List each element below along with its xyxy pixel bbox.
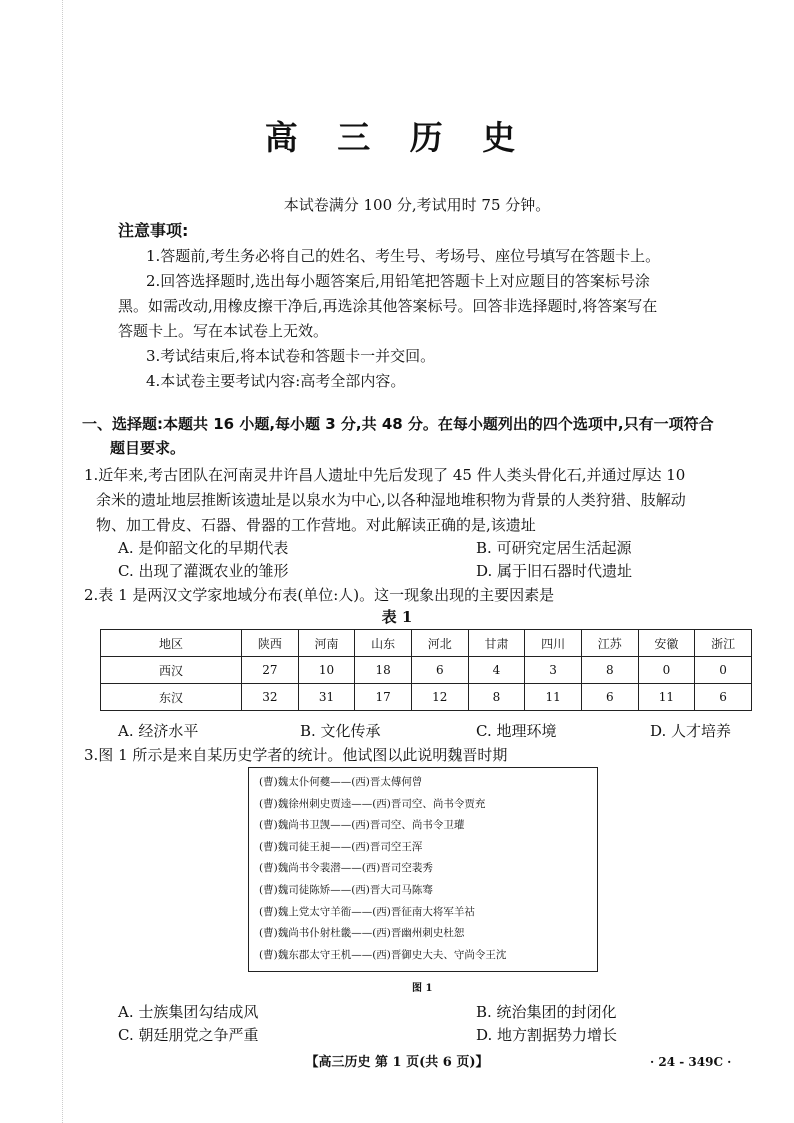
section-heading: 一、选择题:本题共 16 小题,每小题 3 分,共 48 分。在每小题列出的四个选项中,只有一项符合 bbox=[82, 415, 714, 433]
table-cell: 17 bbox=[355, 684, 412, 711]
table-cell: 6 bbox=[695, 684, 752, 711]
q3-option-c: C. 朝廷朋党之争严重 bbox=[118, 1026, 259, 1044]
table-header-cell: 河北 bbox=[411, 630, 468, 657]
exam-code: · 24 - 349C · bbox=[650, 1055, 732, 1069]
margin-line bbox=[62, 0, 63, 1123]
table-cell: 11 bbox=[638, 684, 695, 711]
table-cell: 8 bbox=[468, 684, 525, 711]
q2-option-a: A. 经济水平 bbox=[118, 722, 199, 740]
q2-option-c: C. 地理环境 bbox=[476, 722, 557, 740]
table-header-row bbox=[101, 630, 752, 657]
table-title: 表 1 bbox=[381, 608, 413, 626]
table-cell: 8 bbox=[581, 657, 638, 684]
q1-stem: 1.近年来,考古团队在河南灵井许昌人遗址中先后发现了 45 件人类头骨化石,并通过厚达 10 bbox=[84, 466, 686, 484]
q3-stem: 3.图 1 所示是来自某历史学者的统计。他试图以此说明魏晋时期 bbox=[84, 746, 508, 764]
table-row bbox=[101, 684, 752, 711]
page-footer: 【高三历史 第 1 页(共 6 页)】 bbox=[305, 1055, 489, 1070]
table-header-cell: 地区 bbox=[101, 630, 242, 657]
figure-caption: 图 1 bbox=[412, 983, 433, 994]
figure-line: (曹)魏东郡太守王机——(西)晋御史大夫、守尚令王沈 bbox=[259, 948, 507, 961]
figure-line: (曹)魏太仆何夔——(西)晋太傅何曾 bbox=[259, 776, 423, 788]
page-title: 高 三 历 史 bbox=[264, 118, 530, 157]
table-cell: 6 bbox=[411, 657, 468, 684]
table-cell: 10 bbox=[298, 657, 355, 684]
q1-stem: 物、加工骨皮、石器、骨器的工作营地。对此解读正确的是,该遗址 bbox=[96, 516, 536, 534]
table-cell: 0 bbox=[695, 657, 752, 684]
table-cell: 32 bbox=[242, 684, 299, 711]
table-cell: 东汉 bbox=[101, 684, 242, 711]
q1-option-c: C. 出现了灌溉农业的雏形 bbox=[118, 562, 289, 580]
table-header-cell: 安徽 bbox=[638, 630, 695, 657]
figure-line: (曹)魏尚书卫觊——(西)晋司空、尚书令卫瓘 bbox=[259, 819, 465, 832]
table-cell: 0 bbox=[638, 657, 695, 684]
notice-line: 2.回答选择题时,选出每小题答案后,用铅笔把答题卡上对应题目的答案标号涂 bbox=[146, 272, 650, 290]
q1-option-d: D. 属于旧石器时代遗址 bbox=[476, 562, 633, 580]
notice-line: 1.答题前,考生务必将自己的姓名、考生号、考场号、座位号填写在答题卡上。 bbox=[146, 247, 661, 265]
notice-line: 3.考试结束后,将本试卷和答题卡一并交回。 bbox=[146, 347, 436, 365]
table-header-cell: 河南 bbox=[298, 630, 355, 657]
table-header-cell: 陕西 bbox=[242, 630, 299, 657]
table-cell: 11 bbox=[525, 684, 582, 711]
figure-line: (曹)魏徐州刺史贾逵——(西)晋司空、尚书令贾充 bbox=[259, 797, 486, 810]
exam-subtitle: 本试卷满分 100 分,考试用时 75 分钟。 bbox=[283, 196, 551, 214]
q1-stem: 余米的遗址地层推断该遗址是以泉水为中心,以各种湿地堆积物为背景的人类狩猎、肢解动 bbox=[96, 491, 686, 509]
table-cell: 6 bbox=[581, 684, 638, 711]
table-cell: 12 bbox=[411, 684, 468, 711]
table-header-cell: 山东 bbox=[355, 630, 412, 657]
figure-line: (曹)魏司徒陈矫——(西)晋大司马陈骞 bbox=[259, 883, 433, 896]
table-cell: 27 bbox=[242, 657, 299, 684]
q2-option-b: B. 文化传承 bbox=[300, 722, 381, 740]
section-heading-cont: 题目要求。 bbox=[110, 439, 186, 457]
q1-option-b: B. 可研究定居生活起源 bbox=[476, 539, 632, 557]
table-header-cell: 江苏 bbox=[581, 630, 638, 657]
table-cell: 18 bbox=[355, 657, 412, 684]
table-header-cell: 甘肃 bbox=[468, 630, 525, 657]
q3-option-d: D. 地方割据势力增长 bbox=[476, 1026, 618, 1044]
notice-line: 黑。如需改动,用橡皮擦干净后,再选涂其他答案标号。回答非选择题时,将答案写在 bbox=[118, 297, 658, 315]
table-header-cell: 浙江 bbox=[695, 630, 752, 657]
distribution-table bbox=[100, 629, 752, 711]
table-cell: 4 bbox=[468, 657, 525, 684]
figure-line: (曹)魏尚书令裴潜——(西)晋司空裴秀 bbox=[259, 862, 433, 875]
figure-line: (曹)魏司徒王昶——(西)晋司空王浑 bbox=[259, 840, 423, 853]
notice-line: 答题卡上。写在本试卷上无效。 bbox=[118, 322, 329, 340]
q1-option-a: A. 是仰韶文化的早期代表 bbox=[118, 539, 289, 557]
notice-line: 4.本试卷主要考试内容:高考全部内容。 bbox=[146, 372, 406, 390]
figure-line: (曹)魏尚书仆射杜畿——(西)晋幽州刺史杜恕 bbox=[259, 927, 465, 940]
table-cell: 西汉 bbox=[101, 657, 242, 684]
q2-option-d: D. 人才培养 bbox=[650, 722, 732, 740]
figure-box bbox=[248, 767, 598, 972]
q3-option-a: A. 士族集团勾结成风 bbox=[118, 1003, 259, 1021]
table-cell: 3 bbox=[525, 657, 582, 684]
q2-stem: 2.表 1 是两汉文学家地域分布表(单位:人)。这一现象出现的主要因素是 bbox=[84, 586, 555, 604]
table-header-cell: 四川 bbox=[525, 630, 582, 657]
notice-title: 注意事项: bbox=[118, 221, 189, 240]
table-row bbox=[101, 657, 752, 684]
figure-line: (曹)魏上党太守羊衜——(西)晋征南大将军羊祜 bbox=[259, 905, 475, 918]
table-cell: 31 bbox=[298, 684, 355, 711]
q3-option-b: B. 统治集团的封闭化 bbox=[476, 1003, 617, 1021]
